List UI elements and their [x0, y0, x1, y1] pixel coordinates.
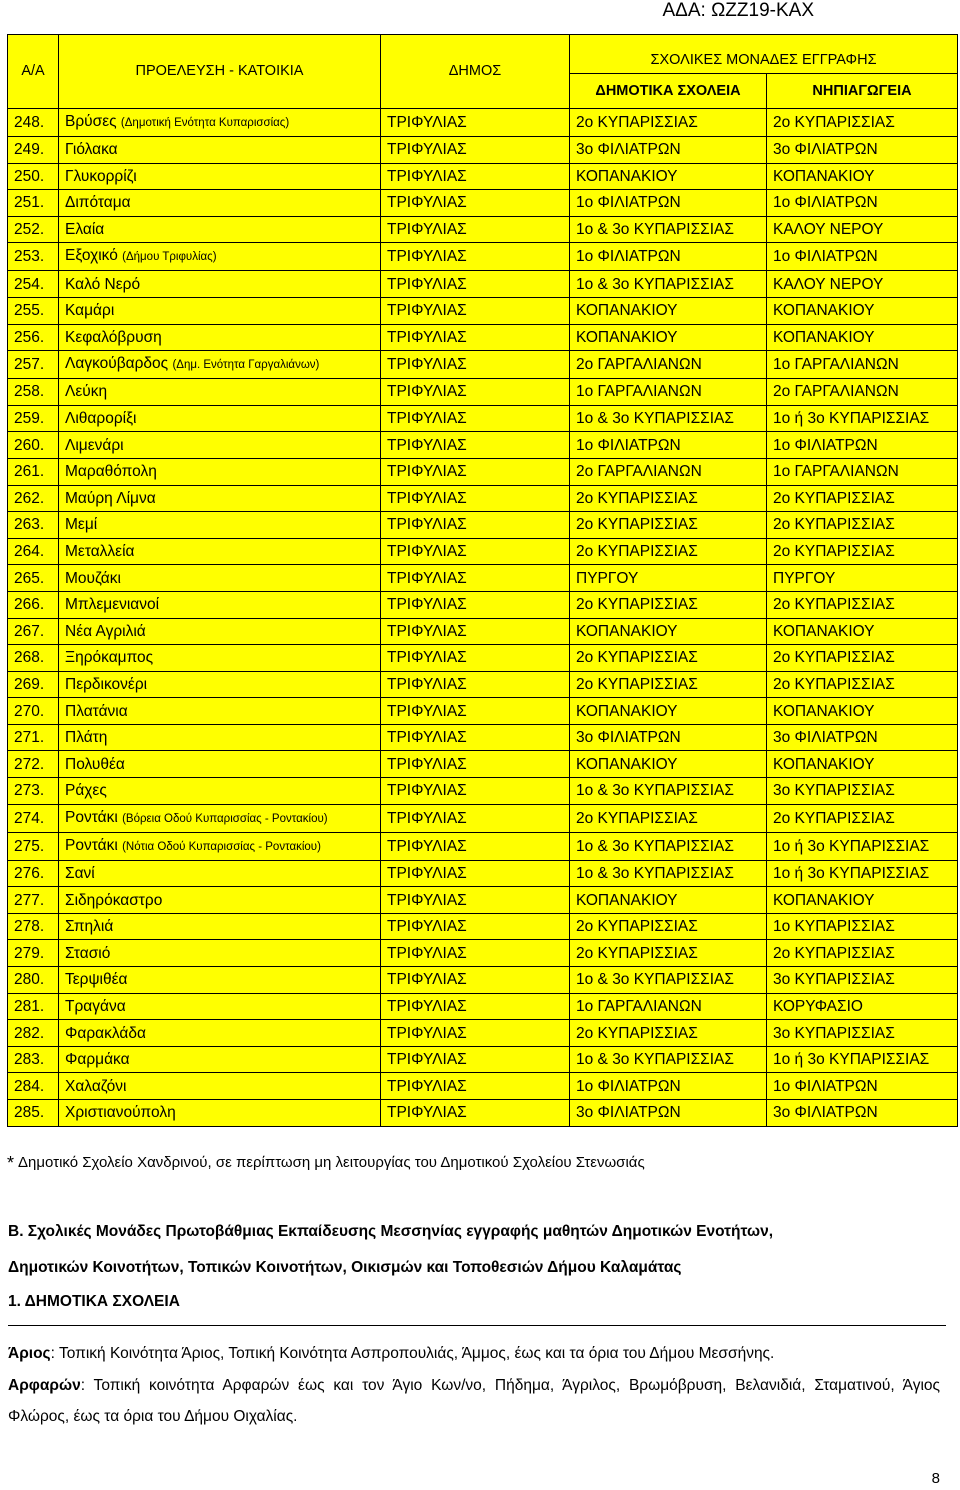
row-municipality: ΤΡΙΦΥΛΙΑΣ — [381, 618, 570, 645]
row-origin-name: Λιθαρορίξι — [65, 410, 137, 428]
row-number: 252. — [8, 216, 59, 243]
ada-code: ΑΔΑ: ΩΖΖ19-ΚΑΧ — [662, 0, 814, 21]
row-municipality: ΤΡΙΦΥΛΙΑΣ — [381, 297, 570, 324]
row-municipality: ΤΡΙΦΥΛΙΑΣ — [381, 432, 570, 459]
row-primary-school: 1ο ΦΙΛΙΑΤΡΩΝ — [570, 1073, 767, 1100]
row-municipality: ΤΡΙΦΥΛΙΑΣ — [381, 405, 570, 432]
table-row — [8, 243, 958, 271]
row-primary-school: 2ο ΚΥΠΑΡΙΣΣΙΑΣ — [570, 512, 767, 539]
row-origin — [59, 618, 381, 645]
row-number: 276. — [8, 860, 59, 887]
page-number: 8 — [931, 1470, 940, 1487]
table-row — [8, 324, 958, 351]
row-number: 273. — [8, 778, 59, 805]
row-origin-name: Μαραθόπολη — [65, 463, 157, 481]
section-title-line2: Δημοτικών Κοινοτήτων, Τοπικών Κοινοτήτων, Οικισμών και Τοποθεσιών Δήμου Καλαμάτας — [8, 1259, 682, 1276]
row-origin — [59, 379, 381, 406]
row-primary-school: 1ο & 3ο ΚΥΠΑΡΙΣΣΙΑΣ — [570, 832, 767, 860]
table-row — [8, 163, 958, 190]
row-origin — [59, 190, 381, 217]
row-municipality: ΤΡΙΦΥΛΙΑΣ — [381, 458, 570, 485]
row-number: 264. — [8, 538, 59, 565]
row-municipality: ΤΡΙΦΥΛΙΑΣ — [381, 351, 570, 379]
row-origin-note: (Βόρεια Οδού Κυπαρισσίας - Ροντακίου) — [122, 812, 328, 825]
row-origin — [59, 913, 381, 940]
row-number: 277. — [8, 887, 59, 914]
row-origin-name: Σανί — [65, 864, 95, 882]
row-origin — [59, 485, 381, 512]
header-units: ΣΧΟΛΙΚΕΣ ΜΟΝΑΔΕΣ ΕΓΓΡΑΦΗΣ — [570, 35, 958, 74]
row-number: 265. — [8, 565, 59, 592]
row-origin — [59, 351, 381, 379]
row-number: 261. — [8, 458, 59, 485]
row-municipality: ΤΡΙΦΥΛΙΑΣ — [381, 860, 570, 887]
section-title-line1: Β. Σχολικές Μονάδες Πρωτοβάθμιας Εκπαίδευσης Μεσσηνίας εγγραφής μαθητών Δημοτικών Ενοτήτων, — [8, 1223, 774, 1240]
row-origin-note: (Δημοτική Ενότητα Κυπαρισσίας) — [120, 117, 290, 129]
row-origin-name: Ροντάκι — [65, 836, 118, 854]
row-kindergarten: 2ο ΚΥΠΑΡΙΣΣΙΑΣ — [767, 512, 958, 539]
row-primary-school: 2ο ΚΥΠΑΡΙΣΣΙΑΣ — [570, 591, 767, 618]
row-number: 262. — [8, 485, 59, 512]
row-origin-name: Τραγάνα — [65, 997, 126, 1015]
row-municipality: ΤΡΙΦΥΛΙΑΣ — [381, 645, 570, 672]
row-municipality: ΤΡΙΦΥΛΙΑΣ — [381, 485, 570, 512]
table-row — [8, 109, 958, 137]
row-origin-name: Χριστιανούπολη — [65, 1104, 176, 1122]
row-kindergarten: 2ο ΚΥΠΑΡΙΣΣΙΑΣ — [767, 940, 958, 967]
row-number: 260. — [8, 432, 59, 459]
paragraph-arfaron-label: Αρφαρών — [8, 1377, 81, 1394]
row-origin — [59, 1046, 381, 1073]
row-primary-school: ΚΟΠΑΝΑΚΙΟΥ — [570, 887, 767, 914]
row-number: 267. — [8, 618, 59, 645]
row-number: 278. — [8, 913, 59, 940]
row-number: 272. — [8, 751, 59, 778]
row-origin — [59, 778, 381, 805]
row-municipality: ΤΡΙΦΥΛΙΑΣ — [381, 538, 570, 565]
row-number: 282. — [8, 1020, 59, 1047]
row-origin-name: Ράχες — [65, 782, 107, 800]
row-primary-school: ΚΟΠΑΝΑΚΙΟΥ — [570, 751, 767, 778]
row-number: 274. — [8, 804, 59, 832]
section-title — [8, 1214, 940, 1286]
row-primary-school: ΚΟΠΑΝΑΚΙΟΥ — [570, 618, 767, 645]
row-primary-school: 2ο ΚΥΠΑΡΙΣΣΙΑΣ — [570, 485, 767, 512]
table-row — [8, 379, 958, 406]
row-origin — [59, 109, 381, 137]
row-number: 253. — [8, 243, 59, 271]
row-primary-school: 1ο ΓΑΡΓΑΛΙΑΝΩΝ — [570, 379, 767, 406]
table-row — [8, 940, 958, 967]
row-origin-note: (Δήμου Τριφυλίας) — [122, 251, 217, 264]
row-kindergarten: 1ο ΦΙΛΙΑΤΡΩΝ — [767, 190, 958, 217]
row-origin-note: (Νότια Οδού Κυπαρισσίας - Ροντακίου) — [122, 840, 321, 853]
table-row — [8, 297, 958, 324]
table-row — [8, 512, 958, 539]
row-primary-school: 1ο ΦΙΛΙΑΤΡΩΝ — [570, 190, 767, 217]
row-municipality: ΤΡΙΦΥΛΙΑΣ — [381, 1073, 570, 1100]
row-kindergarten: 2ο ΚΥΠΑΡΙΣΣΙΑΣ — [767, 538, 958, 565]
row-municipality: ΤΡΙΦΥΛΙΑΣ — [381, 832, 570, 860]
row-origin-name: Μαύρη Λίμνα — [65, 489, 156, 507]
row-municipality: ΤΡΙΦΥΛΙΑΣ — [381, 993, 570, 1020]
row-primary-school: 2ο ΚΥΠΑΡΙΣΣΙΑΣ — [570, 538, 767, 565]
row-number: 263. — [8, 512, 59, 539]
row-primary-school: 1ο & 3ο ΚΥΠΑΡΙΣΣΙΑΣ — [570, 1046, 767, 1073]
row-origin-name: Εξοχικό — [65, 247, 118, 265]
row-municipality: ΤΡΙΦΥΛΙΑΣ — [381, 698, 570, 725]
row-kindergarten: ΚΟΠΑΝΑΚΙΟΥ — [767, 698, 958, 725]
row-municipality: ΤΡΙΦΥΛΙΑΣ — [381, 1100, 570, 1127]
section-subtitle: 1. ΔΗΜΟΤΙΚΑ ΣΧΟΛΕΙΑ — [8, 1293, 180, 1310]
row-primary-school: 2ο ΚΥΠΑΡΙΣΣΙΑΣ — [570, 940, 767, 967]
row-number: 257. — [8, 351, 59, 379]
row-origin-name: Πολυθέα — [65, 755, 125, 773]
row-kindergarten: ΚΟΠΑΝΑΚΙΟΥ — [767, 618, 958, 645]
row-origin — [59, 1073, 381, 1100]
row-origin-name: Λαγκούβαρδος — [65, 355, 169, 373]
row-origin-name: Πλάτη — [65, 729, 108, 747]
row-origin — [59, 512, 381, 539]
row-number: 275. — [8, 832, 59, 860]
row-origin — [59, 751, 381, 778]
row-origin-name: Περδικονέρι — [65, 675, 148, 693]
row-primary-school: ΚΟΠΑΝΑΚΙΟΥ — [570, 324, 767, 351]
row-kindergarten: 3ο ΦΙΛΙΑΤΡΩΝ — [767, 137, 958, 164]
row-municipality: ΤΡΙΦΥΛΙΑΣ — [381, 379, 570, 406]
row-municipality: ΤΡΙΦΥΛΙΑΣ — [381, 671, 570, 698]
row-kindergarten: 2ο ΚΥΠΑΡΙΣΣΙΑΣ — [767, 591, 958, 618]
row-number: 249. — [8, 137, 59, 164]
row-primary-school: 1ο & 3ο ΚΥΠΑΡΙΣΣΙΑΣ — [570, 405, 767, 432]
row-primary-school: 1ο & 3ο ΚΥΠΑΡΙΣΣΙΑΣ — [570, 860, 767, 887]
table-row — [8, 405, 958, 432]
row-origin-name: Λιμενάρι — [65, 436, 124, 454]
row-origin-name: Ελαία — [65, 221, 105, 239]
row-number: 266. — [8, 591, 59, 618]
table-row — [8, 698, 958, 725]
row-kindergarten: 2ο ΚΥΠΑΡΙΣΣΙΑΣ — [767, 109, 958, 137]
row-number: 283. — [8, 1046, 59, 1073]
row-primary-school: 1ο ΦΙΛΙΑΤΡΩΝ — [570, 243, 767, 271]
table-row — [8, 913, 958, 940]
row-kindergarten: ΚΑΛΟΥ ΝΕΡΟΥ — [767, 271, 958, 298]
schools-table — [7, 34, 958, 1127]
row-kindergarten: ΚΑΛΟΥ ΝΕΡΟΥ — [767, 216, 958, 243]
row-kindergarten: 3ο ΚΥΠΑΡΙΣΣΙΑΣ — [767, 967, 958, 994]
row-origin-name: Τερψιθέα — [65, 971, 128, 989]
row-municipality: ΤΡΙΦΥΛΙΑΣ — [381, 565, 570, 592]
table-row — [8, 1073, 958, 1100]
row-primary-school: 2ο ΚΥΠΑΡΙΣΣΙΑΣ — [570, 645, 767, 672]
row-municipality: ΤΡΙΦΥΛΙΑΣ — [381, 137, 570, 164]
table-row — [8, 804, 958, 832]
table-row — [8, 271, 958, 298]
row-kindergarten: 1ο ΦΙΛΙΑΤΡΩΝ — [767, 432, 958, 459]
table-row — [8, 432, 958, 459]
row-kindergarten: 3ο ΦΙΛΙΑΤΡΩΝ — [767, 724, 958, 751]
row-origin-name: Γλυκορρίζι — [65, 167, 137, 185]
row-origin — [59, 860, 381, 887]
row-kindergarten: 1ο ή 3ο ΚΥΠΑΡΙΣΣΙΑΣ — [767, 860, 958, 887]
row-primary-school: ΚΟΠΑΝΑΚΙΟΥ — [570, 698, 767, 725]
row-origin — [59, 432, 381, 459]
row-primary-school: 1ο & 3ο ΚΥΠΑΡΙΣΣΙΑΣ — [570, 778, 767, 805]
row-kindergarten: 1ο ή 3ο ΚΥΠΑΡΙΣΣΙΑΣ — [767, 1046, 958, 1073]
row-number: 271. — [8, 724, 59, 751]
row-origin-name: Καλό Νερό — [65, 275, 141, 293]
header-aa: Α/Α — [8, 35, 59, 109]
row-origin-name: Γιόλακα — [65, 141, 118, 159]
row-primary-school: ΚΟΠΑΝΑΚΙΟΥ — [570, 297, 767, 324]
table-row — [8, 351, 958, 379]
row-municipality: ΤΡΙΦΥΛΙΑΣ — [381, 940, 570, 967]
table-row — [8, 538, 958, 565]
row-origin-name: Λεύκη — [65, 383, 108, 401]
row-origin — [59, 698, 381, 725]
row-primary-school: 3ο ΦΙΛΙΑΤΡΩΝ — [570, 137, 767, 164]
row-primary-school: 3ο ΦΙΛΙΑΤΡΩΝ — [570, 1100, 767, 1127]
row-origin-name: Στασιό — [65, 944, 111, 962]
row-kindergarten: ΠΥΡΓΟΥ — [767, 565, 958, 592]
row-kindergarten: 1ο ΓΑΡΓΑΛΙΑΝΩΝ — [767, 458, 958, 485]
row-number: 285. — [8, 1100, 59, 1127]
row-primary-school: 1ο ΓΑΡΓΑΛΙΑΝΩΝ — [570, 993, 767, 1020]
row-kindergarten: 1ο ή 3ο ΚΥΠΑΡΙΣΣΙΑΣ — [767, 832, 958, 860]
row-origin-name: Φαρακλάδα — [65, 1024, 146, 1042]
divider — [8, 1325, 946, 1326]
row-municipality: ΤΡΙΦΥΛΙΑΣ — [381, 724, 570, 751]
row-origin-note: (Δημ. Ενότητα Γαργαλιάνων) — [172, 359, 320, 372]
header-primary: ΔΗΜΟΤΙΚΑ ΣΧΟΛΕΙΑ — [570, 74, 767, 109]
row-primary-school: 2ο ΚΥΠΑΡΙΣΣΙΑΣ — [570, 804, 767, 832]
row-kindergarten: 3ο ΚΥΠΑΡΙΣΣΙΑΣ — [767, 778, 958, 805]
row-origin-name: Μεμί — [65, 516, 98, 534]
row-kindergarten: 3ο ΦΙΛΙΑΤΡΩΝ — [767, 1100, 958, 1127]
row-number: 256. — [8, 324, 59, 351]
row-primary-school: 2ο ΚΥΠΑΡΙΣΣΙΑΣ — [570, 109, 767, 137]
footnote-star: * — [7, 1153, 15, 1173]
row-origin — [59, 565, 381, 592]
table-row — [8, 860, 958, 887]
row-municipality: ΤΡΙΦΥΛΙΑΣ — [381, 591, 570, 618]
row-municipality: ΤΡΙΦΥΛΙΑΣ — [381, 778, 570, 805]
row-primary-school: 2ο ΚΥΠΑΡΙΣΣΙΑΣ — [570, 913, 767, 940]
row-origin — [59, 324, 381, 351]
row-kindergarten: 1ο ή 3ο ΚΥΠΑΡΙΣΣΙΑΣ — [767, 405, 958, 432]
row-origin-name: Μουζάκι — [65, 569, 121, 587]
row-kindergarten: 1ο ΦΙΛΙΑΤΡΩΝ — [767, 1073, 958, 1100]
table-row — [8, 137, 958, 164]
row-kindergarten: 2ο ΓΑΡΓΑΛΙΑΝΩΝ — [767, 379, 958, 406]
row-municipality: ΤΡΙΦΥΛΙΑΣ — [381, 913, 570, 940]
paragraph-arfaron-text: : Τοπική κοινότητα Αρφαρών έως και τον Άγιο Κων/νο, Πήδημα, Άγριλος, Βρωμόβρυση, Βελανιδιά, Σταματινού, Άγιος Φλώρος, έως τα όρια του Δήμου Οιχαλίας. — [8, 1377, 940, 1425]
row-kindergarten: 3ο ΚΥΠΑΡΙΣΣΙΑΣ — [767, 1020, 958, 1047]
row-municipality: ΤΡΙΦΥΛΙΑΣ — [381, 887, 570, 914]
row-municipality: ΤΡΙΦΥΛΙΑΣ — [381, 751, 570, 778]
row-primary-school: 1ο ΦΙΛΙΑΤΡΩΝ — [570, 432, 767, 459]
row-origin — [59, 405, 381, 432]
paragraph-arios-text: : Τοπική Κοινότητα Άριος, Τοπική Κοινότητα Ασπροπουλιάς, Άμμος, έως και τα όρια του Δήμου Μεσσήνης. — [50, 1345, 775, 1362]
row-primary-school: 2ο ΓΑΡΓΑΛΙΑΝΩΝ — [570, 351, 767, 379]
row-municipality: ΤΡΙΦΥΛΙΑΣ — [381, 804, 570, 832]
row-municipality: ΤΡΙΦΥΛΙΑΣ — [381, 271, 570, 298]
row-kindergarten: 1ο ΚΥΠΑΡΙΣΣΙΑΣ — [767, 913, 958, 940]
table-row — [8, 591, 958, 618]
row-kindergarten: 1ο ΦΙΛΙΑΤΡΩΝ — [767, 243, 958, 271]
row-number: 251. — [8, 190, 59, 217]
row-number: 268. — [8, 645, 59, 672]
row-municipality: ΤΡΙΦΥΛΙΑΣ — [381, 109, 570, 137]
row-origin-name: Σπηλιά — [65, 918, 114, 936]
row-primary-school: 2ο ΓΑΡΓΑΛΙΑΝΩΝ — [570, 458, 767, 485]
row-municipality: ΤΡΙΦΥΛΙΑΣ — [381, 243, 570, 271]
row-origin-name: Φαρμάκα — [65, 1051, 130, 1069]
row-kindergarten: ΚΟΠΑΝΑΚΙΟΥ — [767, 297, 958, 324]
table-row — [8, 485, 958, 512]
row-origin — [59, 243, 381, 271]
row-kindergarten: 2ο ΚΥΠΑΡΙΣΣΙΑΣ — [767, 671, 958, 698]
row-origin — [59, 645, 381, 672]
row-origin-name: Κεφαλόβρυση — [65, 328, 162, 346]
row-number: 281. — [8, 993, 59, 1020]
row-origin — [59, 887, 381, 914]
row-municipality: ΤΡΙΦΥΛΙΑΣ — [381, 967, 570, 994]
row-origin — [59, 967, 381, 994]
header-municipality: ΔΗΜΟΣ — [381, 35, 570, 109]
row-primary-school: 3ο ΦΙΛΙΑΤΡΩΝ — [570, 724, 767, 751]
row-origin — [59, 671, 381, 698]
row-origin — [59, 940, 381, 967]
row-origin-name: Βρύσες — [65, 113, 117, 130]
row-origin-name: Ξηρόκαμπος — [65, 649, 154, 667]
row-origin-name: Καμάρι — [65, 302, 115, 320]
row-origin — [59, 216, 381, 243]
header-kindergarten: ΝΗΠΙΑΓΩΓΕΙΑ — [767, 74, 958, 109]
row-origin-name: Σιδηρόκαστρο — [65, 891, 163, 909]
row-origin-name: Πλατάνια — [65, 702, 128, 720]
row-origin — [59, 297, 381, 324]
row-origin-name: Μεταλλεία — [65, 543, 135, 561]
row-municipality: ΤΡΙΦΥΛΙΑΣ — [381, 1020, 570, 1047]
row-origin-name: Ροντάκι — [65, 808, 118, 826]
row-origin — [59, 804, 381, 832]
row-municipality: ΤΡΙΦΥΛΙΑΣ — [381, 216, 570, 243]
row-primary-school: 2ο ΚΥΠΑΡΙΣΣΙΑΣ — [570, 671, 767, 698]
table-row — [8, 1100, 958, 1127]
table-row — [8, 967, 958, 994]
row-kindergarten: ΚΟΠΑΝΑΚΙΟΥ — [767, 163, 958, 190]
row-origin — [59, 993, 381, 1020]
header-origin: ΠΡΟΕΛΕΥΣΗ - ΚΑΤΟΙΚΙΑ — [59, 35, 381, 109]
row-municipality: ΤΡΙΦΥΛΙΑΣ — [381, 190, 570, 217]
row-number: 258. — [8, 379, 59, 406]
row-municipality: ΤΡΙΦΥΛΙΑΣ — [381, 163, 570, 190]
row-kindergarten: 2ο ΚΥΠΑΡΙΣΣΙΑΣ — [767, 645, 958, 672]
row-primary-school: 1ο & 3ο ΚΥΠΑΡΙΣΣΙΑΣ — [570, 271, 767, 298]
row-number: 250. — [8, 163, 59, 190]
row-primary-school: 1ο & 3ο ΚΥΠΑΡΙΣΣΙΑΣ — [570, 967, 767, 994]
table-row — [8, 216, 958, 243]
row-origin-name: Νέα Αγριλιά — [65, 622, 146, 640]
row-number: 270. — [8, 698, 59, 725]
row-origin-name: Διπόταμα — [65, 194, 131, 212]
table-row — [8, 671, 958, 698]
row-kindergarten: ΚΟΠΑΝΑΚΙΟΥ — [767, 751, 958, 778]
row-municipality: ΤΡΙΦΥΛΙΑΣ — [381, 324, 570, 351]
row-origin-name: Μπλεμενιανοί — [65, 596, 160, 614]
row-primary-school: ΠΥΡΓΟΥ — [570, 565, 767, 592]
row-origin — [59, 271, 381, 298]
row-origin — [59, 163, 381, 190]
table-row — [8, 618, 958, 645]
row-number: 284. — [8, 1073, 59, 1100]
row-origin — [59, 1020, 381, 1047]
row-primary-school: 2ο ΚΥΠΑΡΙΣΣΙΑΣ — [570, 1020, 767, 1047]
row-number: 280. — [8, 967, 59, 994]
table-row — [8, 993, 958, 1020]
footnote-text: Δημοτικό Σχολείο Χανδρινού, σε περίπτωση μη λειτουργίας του Δημοτικού Σχολείου Στενωσιάς — [18, 1154, 645, 1171]
paragraph-arfaron — [8, 1370, 940, 1432]
row-origin — [59, 724, 381, 751]
row-origin — [59, 458, 381, 485]
row-kindergarten: ΚΟΠΑΝΑΚΙΟΥ — [767, 324, 958, 351]
row-number: 269. — [8, 671, 59, 698]
row-primary-school: ΚΟΠΑΝΑΚΙΟΥ — [570, 163, 767, 190]
row-kindergarten: 1ο ΓΑΡΓΑΛΙΑΝΩΝ — [767, 351, 958, 379]
row-origin-name: Χαλαζόνι — [65, 1077, 127, 1095]
table-row — [8, 565, 958, 592]
table-row — [8, 190, 958, 217]
row-origin — [59, 1100, 381, 1127]
table-row — [8, 751, 958, 778]
footnote — [7, 1153, 645, 1174]
row-kindergarten: ΚΟΠΑΝΑΚΙΟΥ — [767, 887, 958, 914]
row-number: 259. — [8, 405, 59, 432]
row-origin — [59, 538, 381, 565]
row-number: 255. — [8, 297, 59, 324]
table-row — [8, 887, 958, 914]
paragraph-arios — [8, 1338, 940, 1369]
row-primary-school: 1ο & 3ο ΚΥΠΑΡΙΣΣΙΑΣ — [570, 216, 767, 243]
table-row — [8, 1020, 958, 1047]
table-row — [8, 1046, 958, 1073]
table-row — [8, 778, 958, 805]
row-number: 279. — [8, 940, 59, 967]
row-origin — [59, 832, 381, 860]
row-kindergarten: ΚΟΡΥΦΑΣΙΟ — [767, 993, 958, 1020]
table-row — [8, 832, 958, 860]
row-municipality: ΤΡΙΦΥΛΙΑΣ — [381, 1046, 570, 1073]
row-municipality: ΤΡΙΦΥΛΙΑΣ — [381, 512, 570, 539]
table-row — [8, 458, 958, 485]
paragraph-arios-label: Άριος — [8, 1345, 51, 1362]
row-number: 254. — [8, 271, 59, 298]
table-row — [8, 645, 958, 672]
table-row — [8, 724, 958, 751]
row-kindergarten: 2ο ΚΥΠΑΡΙΣΣΙΑΣ — [767, 804, 958, 832]
row-number: 248. — [8, 109, 59, 137]
row-origin — [59, 137, 381, 164]
row-kindergarten: 2ο ΚΥΠΑΡΙΣΣΙΑΣ — [767, 485, 958, 512]
row-origin — [59, 591, 381, 618]
